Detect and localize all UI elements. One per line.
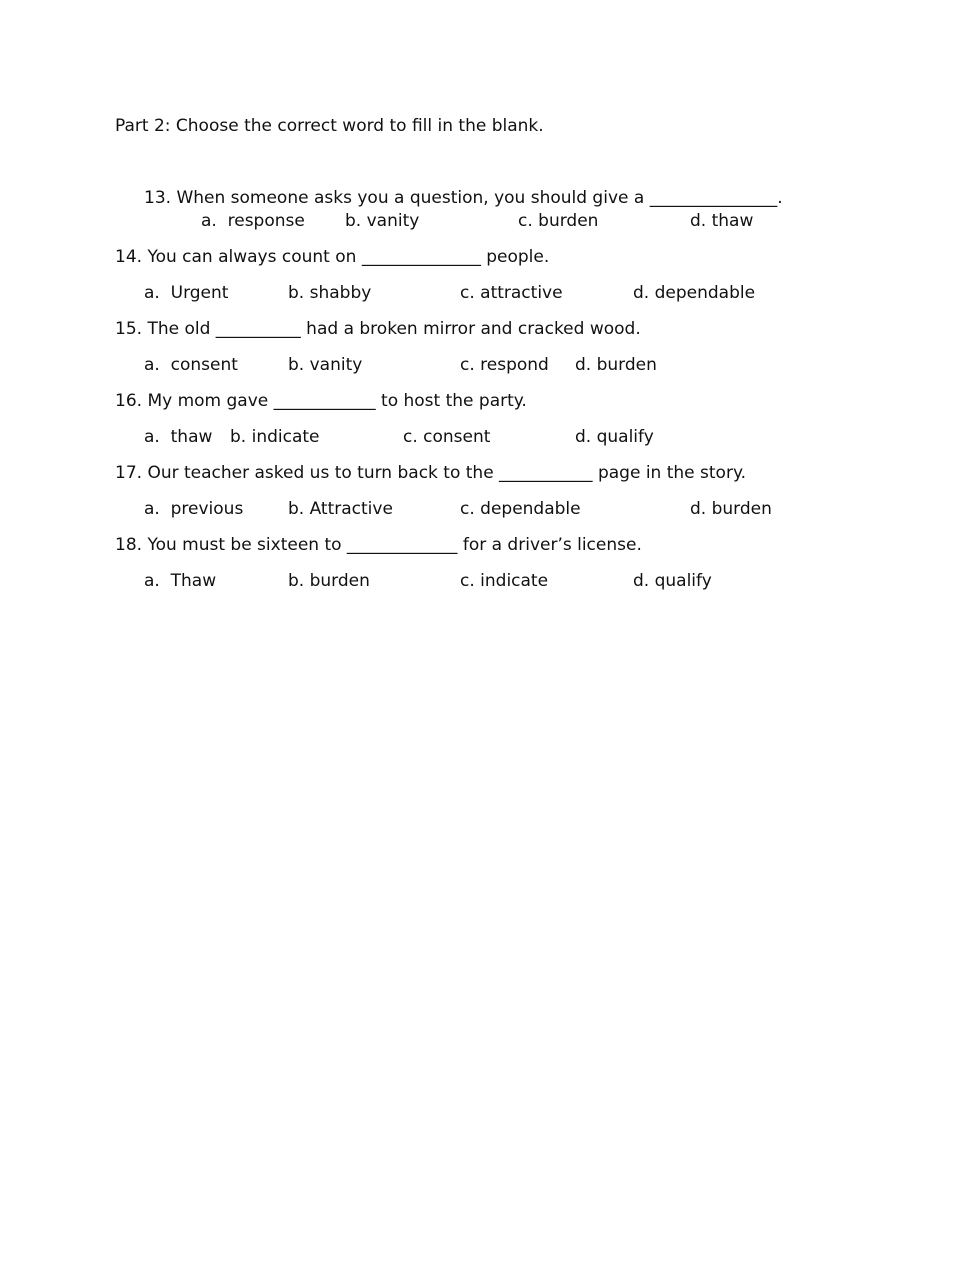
section-heading: Part 2: Choose the correct word to fill in the blank.: [115, 116, 544, 136]
question-13-option-b: b. vanity: [345, 211, 420, 231]
question-16-option-d: d. qualify: [575, 427, 654, 447]
question-18-option-b: b. burden: [288, 571, 370, 591]
question-13-option-a: a. response: [201, 211, 305, 231]
question-13-option-c: c. burden: [518, 211, 599, 231]
question-15-option-d: d. burden: [575, 355, 657, 375]
question-16: 16. My mom gave ____________ to host the party.: [115, 391, 527, 411]
question-18-option-c: c. indicate: [460, 571, 549, 591]
question-15: 15. The old __________ had a broken mirror and cracked wood.: [115, 319, 641, 339]
question-15-option-b: b. vanity: [288, 355, 363, 375]
question-14-option-c: c. attractive: [460, 283, 563, 303]
question-18: 18. You must be sixteen to _____________ for a driver’s license.: [115, 535, 642, 555]
question-17-option-b: b. Attractive: [288, 499, 393, 519]
question-18-option-a: a. Thaw: [144, 571, 217, 591]
question-14-option-b: b. shabby: [288, 283, 372, 303]
question-14-option-d: d. dependable: [633, 283, 756, 303]
question-18-option-d: d. qualify: [633, 571, 712, 591]
question-13-option-d: d. thaw: [690, 211, 754, 231]
question-14-option-a: a. Urgent: [144, 283, 229, 303]
question-16-option-c: c. consent: [403, 427, 491, 447]
question-16-option-a: a. thaw: [144, 427, 213, 447]
question-17-option-d: d. burden: [690, 499, 772, 519]
question-17-option-a: a. previous: [144, 499, 244, 519]
question-14: 14. You can always count on ______________ people.: [115, 247, 550, 267]
question-15-option-c: c. respond: [460, 355, 549, 375]
question-17: 17. Our teacher asked us to turn back to the ___________ page in the story.: [115, 463, 746, 483]
question-15-option-a: a. consent: [144, 355, 238, 375]
question-17-option-c: c. dependable: [460, 499, 581, 519]
question-13: 13. When someone asks you a question, you should give a _______________.: [144, 188, 783, 208]
question-16-option-b: b. indicate: [230, 427, 320, 447]
